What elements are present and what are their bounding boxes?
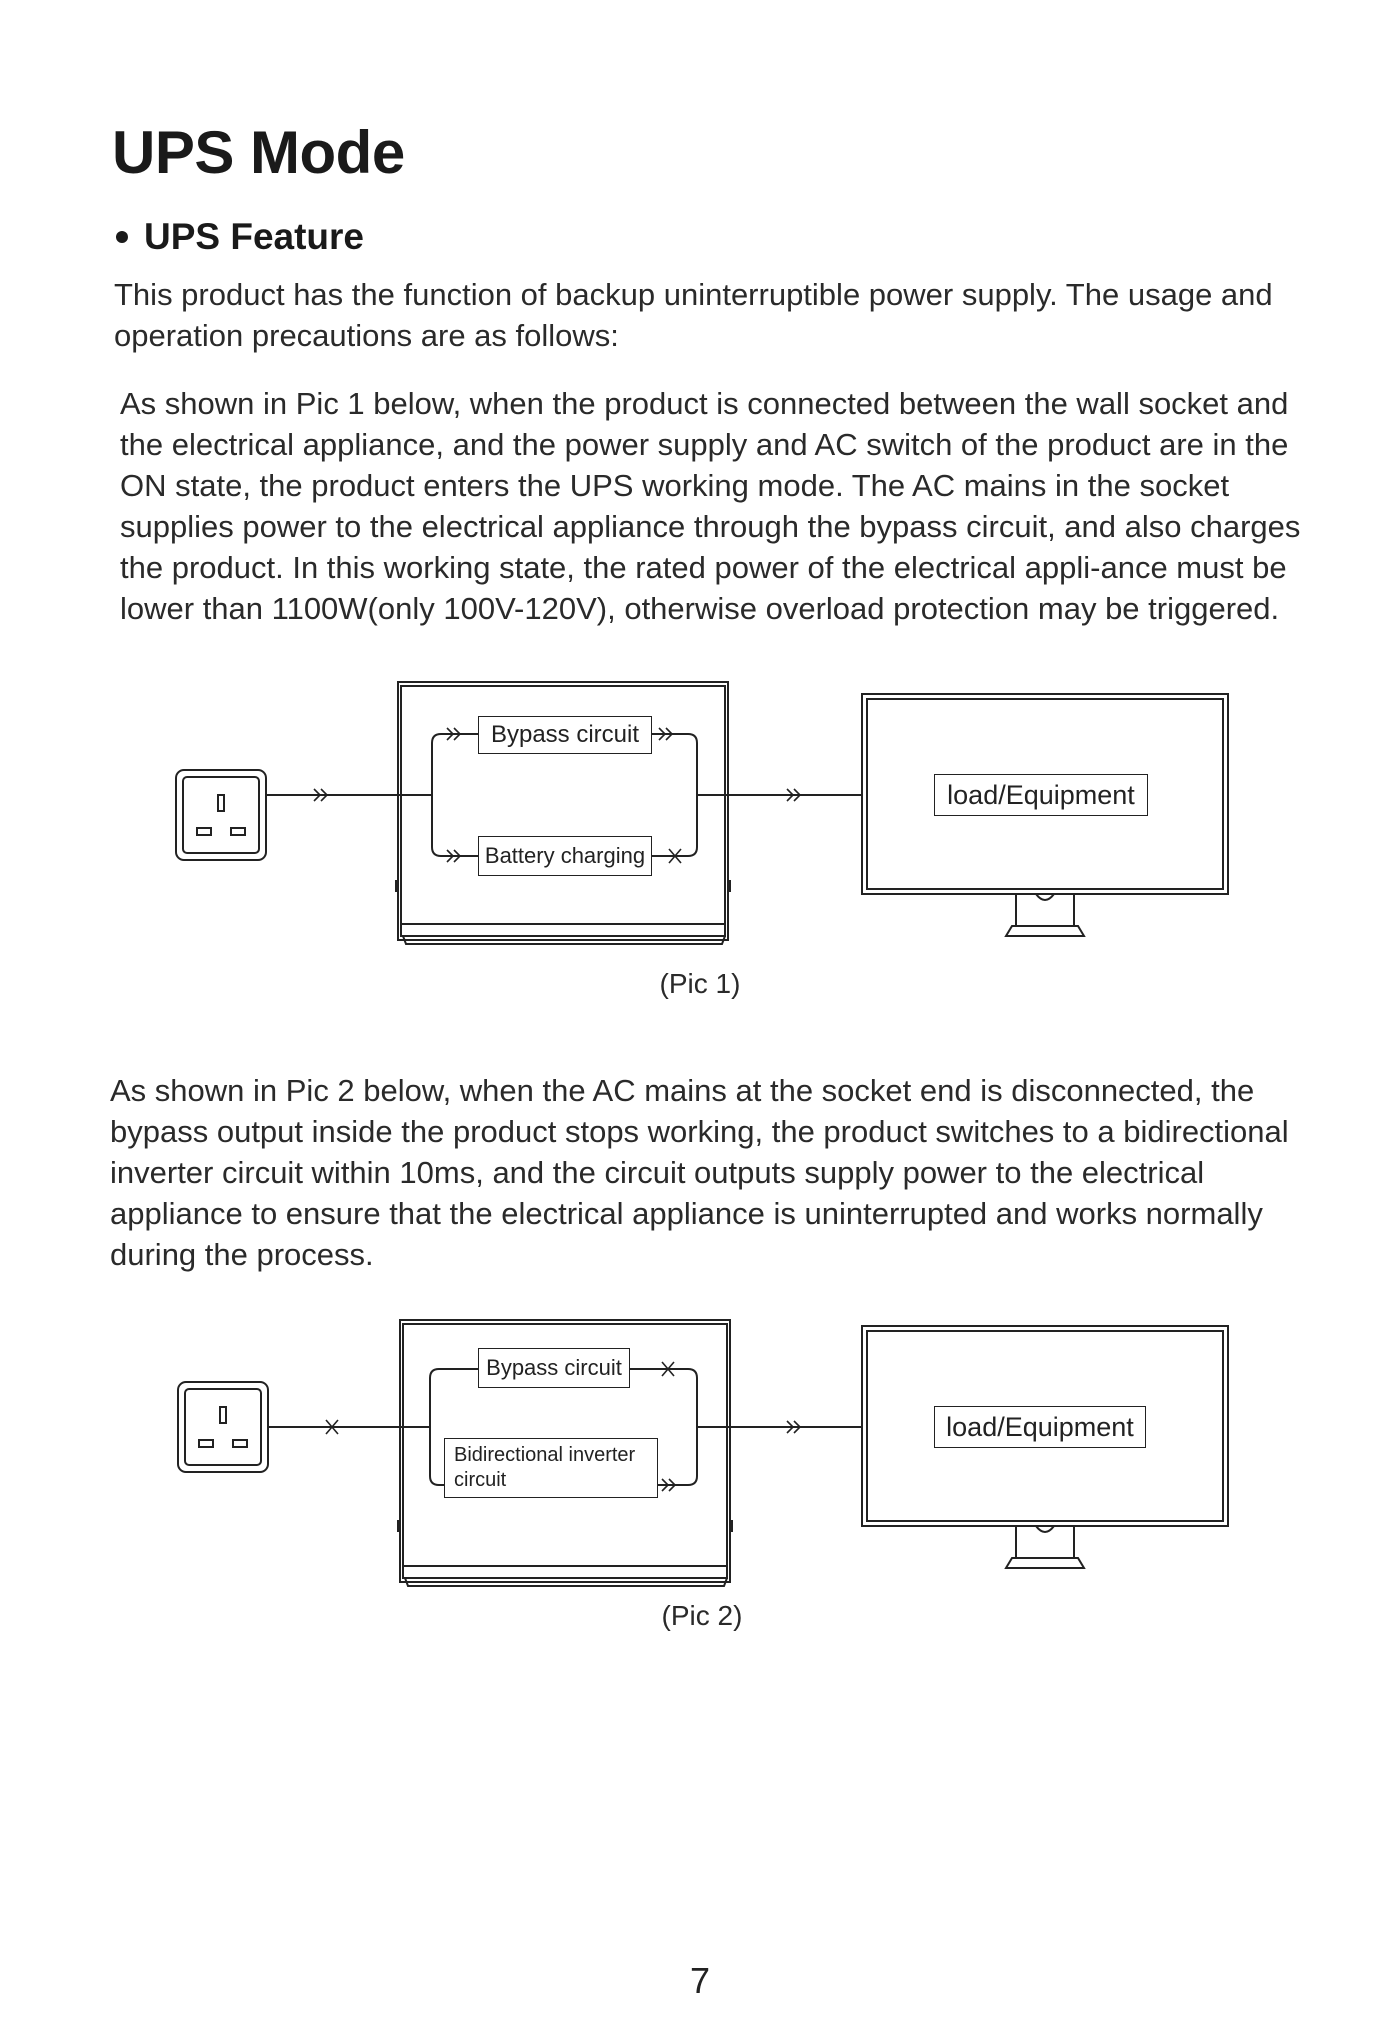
load-equipment-label: load/Equipment	[934, 774, 1148, 816]
pic2-caption: (Pic 2)	[661, 1600, 743, 1631]
pic2-paragraph: As shown in Pic 2 below, when the AC mains at the socket end is disconnected, the bypass output inside the product stops working, the product switches to a bidirectional inverter circuit within 10ms, and the circuit outputs supply power to the electrical appliance to ensure that the electrical appliance is uninterrupted and works normally during the process.	[110, 1073, 1289, 1272]
ups-diagram-1	[0, 660, 1400, 1020]
pic1-paragraph: As shown in Pic 1 below, when the product is connected between the wall socket and the electrical appliance, and the power supply and AC switch of the product are in the ON state, the product enters the UPS working mode. The AC mains in the socket supplies power to the electrical appliance through the bypass circuit, and also charges the product. In this working state, the rated power of the electrical appli-ance must be lower than 1100W(only 100V-120V), otherwise overload protection may be triggered.	[120, 386, 1301, 626]
wall-socket-icon	[178, 1382, 268, 1472]
load-equipment-label: load/Equipment	[934, 1406, 1146, 1448]
ups-diagram-2	[0, 1300, 1400, 1660]
pic1-caption: (Pic 1)	[659, 968, 741, 999]
wall-socket-icon	[176, 770, 266, 860]
inverter-label-line2: circuit	[454, 1469, 507, 1491]
bullet-icon	[116, 231, 128, 243]
section-heading	[112, 216, 364, 258]
bidirectional-inverter-label	[444, 1438, 658, 1498]
section-heading-text: UPS Feature	[144, 216, 365, 257]
battery-charging-label: Battery charging	[478, 836, 652, 876]
ups-diagram-1-graphic	[0, 660, 1400, 1020]
inverter-label-line1: Bidirectional inverter	[454, 1444, 636, 1466]
page-number: 7	[689, 1960, 711, 2001]
bypass-circuit-label: Bypass circuit	[478, 716, 652, 754]
page-title: UPS Mode	[112, 119, 405, 186]
intro-paragraph: This product has the function of backup uninterruptible power supply. The usage and operation precautions are as follows:	[114, 277, 1273, 353]
bypass-circuit-label: Bypass circuit	[478, 1348, 630, 1388]
